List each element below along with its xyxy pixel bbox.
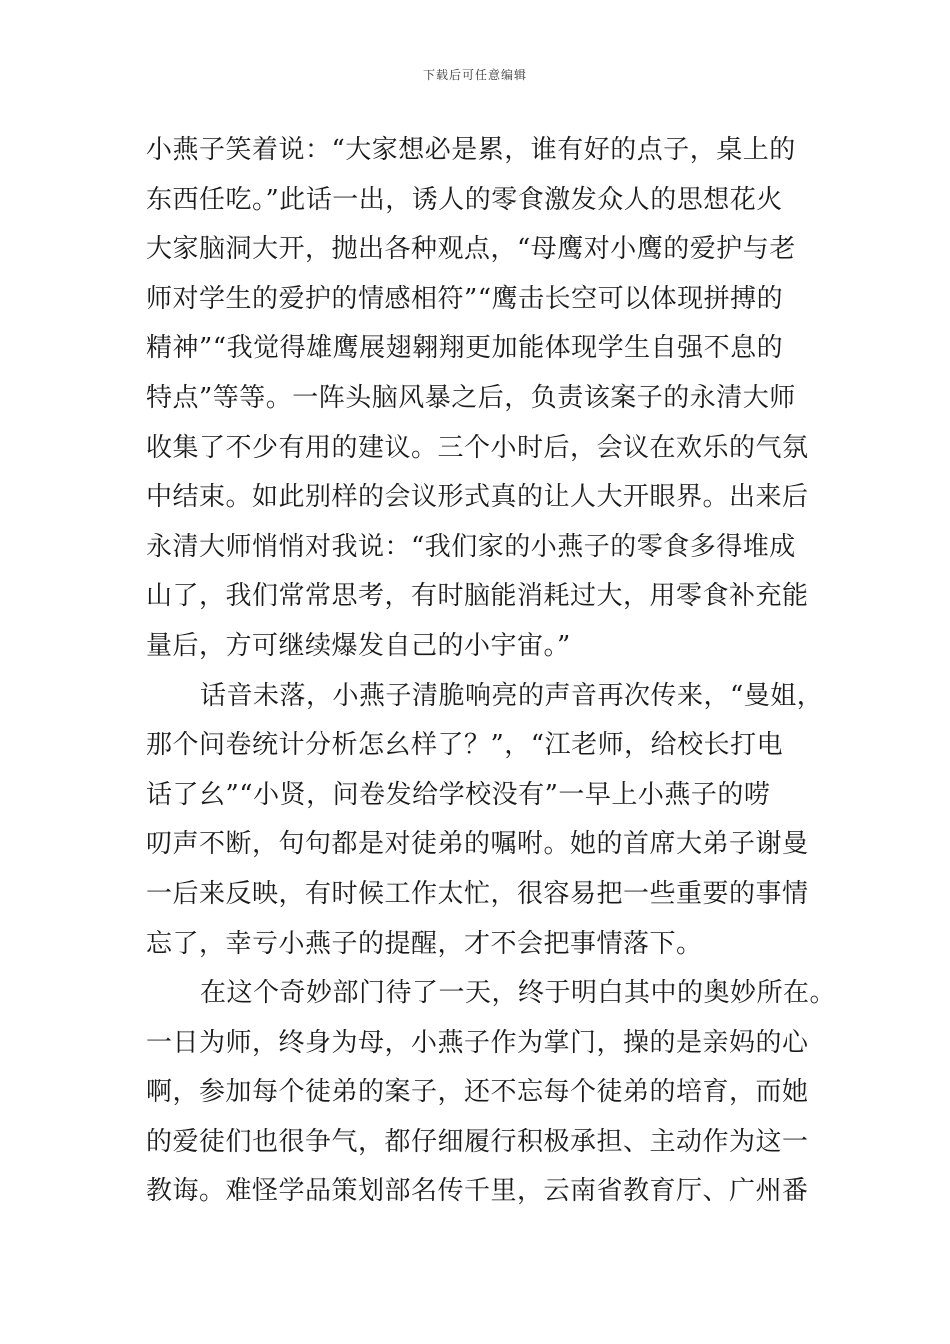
text-line-7: 收集了不少有用的建议。三个小时后，会议在欢乐的气氛 [146, 432, 809, 463]
text-line-4: 师对学生的爱护的情感相符”“鹰击长空可以体现拼搏的 [146, 283, 784, 314]
header-note: 下载后可任意编辑 [422, 68, 527, 82]
text-line-2: 东西任吃。”此话一出，诱人的零食激发众人的思想花火 [146, 184, 783, 215]
text-line-10: 山了，我们常常思考，有时脑能消耗过大，用零食补充能 [146, 581, 809, 612]
text-line-22: 教诲。难怪学品策划部名传千里，云南省教育厅、广州番 [146, 1176, 809, 1207]
text-line-16: 一后来反映，有时候工作太忙，很容易把一些重要的事情 [146, 878, 809, 909]
text-line-17: 忘了，幸亏小燕子的提醒，才不会把事情落下。 [146, 928, 703, 959]
text-line-11: 量后，方可继续爆发自己的小宇宙。” [146, 630, 571, 661]
text-line-20: 啊，参加每个徒弟的案子，还不忘每个徒弟的培育，而她 [146, 1077, 809, 1108]
text-line-8: 中结束。如此别样的会议形式真的让人大开眼界。出来后 [146, 482, 809, 513]
text-line-21: 的爱徒们也很争气，都仔细履行积极承担、主动作为这一 [146, 1126, 809, 1157]
text-line-9: 永清大师悄悄对我说：“我们家的小燕子的零食多得堆成 [146, 531, 796, 562]
text-line-12: 话音未落，小燕子清脆响亮的声音再次传来，“曼姐， [200, 680, 824, 711]
body-text [146, 126, 836, 1217]
text-line-15: 叨声不断，句句都是对徒弟的嘱咐。她的首席大弟子谢曼 [146, 829, 809, 860]
text-line-14: 话了幺”“小贤，问卷发给学校没有”一早上小燕子的唠 [146, 779, 771, 810]
text-line-6: 特点”等等。一阵头脑风暴之后，负责该案子的永清大师 [146, 382, 796, 413]
text-line-18: 在这个奇妙部门待了一天，终于明白其中的奥妙所在。 [200, 978, 837, 1009]
text-line-1: 小燕子笑着说：“大家想必是累，谁有好的点子，桌上的 [146, 135, 796, 165]
text-line-3: 大家脑洞大开，抛出各种观点，“母鹰对小鹰的爱护与老 [146, 234, 796, 265]
text-line-5: 精神”“我觉得雄鹰展翅翱翔更加能体现学生自强不息的 [146, 333, 784, 364]
text-line-19: 一日为师，终身为母，小燕子作为掌门，操的是亲妈的心 [146, 1027, 809, 1058]
text-line-13: 那个问卷统计分析怎幺样了？”，“江老师，给校长打电 [146, 730, 784, 761]
